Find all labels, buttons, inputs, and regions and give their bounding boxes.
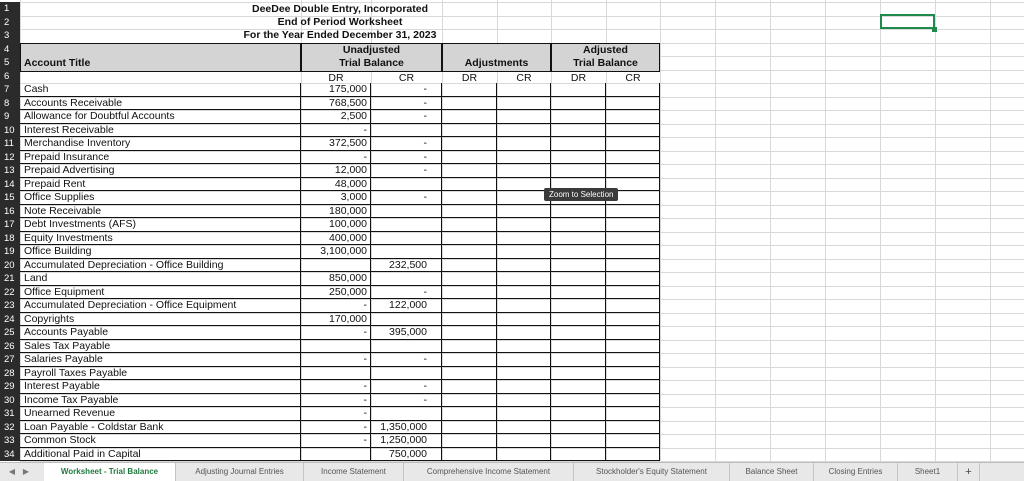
adjusted-dr-cell[interactable] bbox=[551, 205, 606, 219]
adjusted-cr-cell[interactable] bbox=[606, 245, 660, 259]
account-title-cell[interactable]: Unearned Revenue bbox=[20, 407, 301, 421]
adjustments-dr-cell[interactable] bbox=[442, 97, 497, 111]
adjusted-cr-cell[interactable] bbox=[606, 434, 660, 448]
row-number[interactable]: 32 bbox=[0, 421, 20, 435]
unadjusted-cr-cell[interactable]: 1,350,000 bbox=[371, 421, 442, 435]
row-number[interactable]: 17 bbox=[0, 218, 20, 232]
adjustments-cr-cell[interactable] bbox=[497, 313, 551, 327]
account-title-cell[interactable]: Allowance for Doubtful Accounts bbox=[20, 110, 301, 124]
account-title-cell[interactable]: Additional Paid in Capital bbox=[20, 448, 301, 462]
unadjusted-dr-cell[interactable]: 850,000 bbox=[301, 272, 371, 286]
unadjusted-cr-cell[interactable]: - bbox=[371, 286, 442, 300]
unadjusted-cr-cell[interactable]: 1,250,000 bbox=[371, 434, 442, 448]
unadjusted-dr-cell[interactable]: - bbox=[301, 434, 371, 448]
company-name: DeeDee Double Entry, Incorporated bbox=[251, 3, 428, 15]
adjusted-cr-cell[interactable] bbox=[606, 407, 660, 421]
tab-scroll-right-icon[interactable]: ▶ bbox=[22, 467, 30, 476]
row-number[interactable]: 5 bbox=[0, 56, 20, 70]
row-number[interactable]: 10 bbox=[0, 124, 20, 138]
adjustments-dr-cell[interactable] bbox=[442, 407, 497, 421]
row-number[interactable]: 4 bbox=[0, 43, 20, 57]
unadjusted-dr-cell[interactable]: 12,000 bbox=[301, 164, 371, 178]
adjustments-cr-cell[interactable] bbox=[497, 353, 551, 367]
unadjusted-dr-cell[interactable]: 175,000 bbox=[301, 83, 371, 97]
zoom-to-selection-tooltip: Zoom to Selection bbox=[544, 188, 618, 201]
unadjusted-cr-cell[interactable]: 232,500 bbox=[371, 259, 442, 273]
selected-cell[interactable] bbox=[880, 14, 935, 29]
account-title-cell[interactable]: Office Building bbox=[20, 245, 301, 259]
adjusted-cr-cell[interactable] bbox=[606, 448, 660, 462]
unadjusted-cr-cell[interactable] bbox=[371, 272, 442, 286]
sheet-tab[interactable]: Balance Sheet bbox=[730, 463, 814, 481]
adjusted-cr-cell[interactable] bbox=[606, 205, 660, 219]
gridline-vertical bbox=[715, 0, 716, 462]
account-title-cell[interactable]: Office Equipment bbox=[20, 286, 301, 300]
adjustments-cr-cell[interactable] bbox=[497, 137, 551, 151]
unadjusted-cr-cell[interactable]: - bbox=[371, 353, 442, 367]
adjustments-cr-cell[interactable] bbox=[497, 232, 551, 246]
row-number[interactable]: 7 bbox=[0, 83, 20, 97]
unadjusted-cr-cell[interactable]: - bbox=[371, 151, 442, 165]
adjusted-dr-cell[interactable] bbox=[551, 286, 606, 300]
row-number[interactable]: 31 bbox=[0, 407, 20, 421]
row-number[interactable]: 13 bbox=[0, 164, 20, 178]
sheet-tab[interactable]: Stockholder's Equity Statement bbox=[574, 463, 730, 481]
adjusted-dr-cell[interactable] bbox=[551, 394, 606, 408]
adjusted-dr-cell[interactable] bbox=[551, 367, 606, 381]
row-number[interactable]: 6 bbox=[0, 70, 20, 84]
unadjusted-cr-cell[interactable]: - bbox=[371, 137, 442, 151]
adjusted-header-line2: Trial Balance bbox=[573, 57, 638, 69]
gridline-vertical bbox=[990, 0, 991, 462]
adjusted-cr-cell[interactable] bbox=[606, 83, 660, 97]
adjusted-dr-cell[interactable] bbox=[551, 326, 606, 340]
unadjusted-dr-cell[interactable]: - bbox=[301, 326, 371, 340]
adjusted-cr-cell[interactable] bbox=[606, 380, 660, 394]
account-title-cell[interactable]: Interest Receivable bbox=[20, 124, 301, 138]
account-title-cell[interactable]: Note Receivable bbox=[20, 205, 301, 219]
sheet-tab[interactable]: Adjusting Journal Entries bbox=[176, 463, 304, 481]
adjustments-dr-cell[interactable] bbox=[442, 83, 497, 97]
report-period: For the Year Ended December 31, 2023 bbox=[243, 29, 437, 41]
adjustments-dr-cell[interactable] bbox=[442, 259, 497, 273]
gridline-horizontal bbox=[20, 2, 1024, 3]
gridline-vertical bbox=[935, 0, 936, 462]
adjustments-dr-cell[interactable] bbox=[442, 326, 497, 340]
adjusted-cr-cell[interactable] bbox=[606, 353, 660, 367]
row-number[interactable]: 34 bbox=[0, 448, 20, 462]
fill-handle[interactable] bbox=[932, 27, 937, 32]
adjusted-cr-cell[interactable] bbox=[606, 313, 660, 327]
adjusted-cr-cell[interactable] bbox=[606, 326, 660, 340]
adjusted-cr-cell[interactable] bbox=[606, 164, 660, 178]
adjustments-cr-cell[interactable] bbox=[497, 259, 551, 273]
adjustments-cr-cell[interactable] bbox=[497, 326, 551, 340]
adjustments-cr-cell[interactable] bbox=[497, 286, 551, 300]
row-number[interactable]: 21 bbox=[0, 272, 20, 286]
adjustments-dr-cell[interactable] bbox=[442, 178, 497, 192]
gridline-horizontal bbox=[20, 29, 1024, 30]
adjustments-dr-cell[interactable] bbox=[442, 191, 497, 205]
unadjusted-dr-cell[interactable]: 250,000 bbox=[301, 286, 371, 300]
unadjusted-cr-cell[interactable]: 750,000 bbox=[371, 448, 442, 462]
unadjusted-dr-cell[interactable]: 372,500 bbox=[301, 137, 371, 151]
adjusted-cr-cell[interactable] bbox=[606, 110, 660, 124]
unadjusted-dr-cell[interactable]: 180,000 bbox=[301, 205, 371, 219]
row-number[interactable]: 25 bbox=[0, 326, 20, 340]
adjusted-cr-cell[interactable] bbox=[606, 394, 660, 408]
unadjusted-dr-cell[interactable] bbox=[301, 259, 371, 273]
account-title-cell[interactable]: Copyrights bbox=[20, 313, 301, 327]
adjusted-cr-header: CR bbox=[625, 72, 641, 84]
row-number[interactable]: 9 bbox=[0, 110, 20, 124]
adjustments-dr-cell[interactable] bbox=[442, 205, 497, 219]
adjusted-cr-cell[interactable] bbox=[606, 97, 660, 111]
unadjusted-dr-cell[interactable]: 170,000 bbox=[301, 313, 371, 327]
account-title-cell[interactable]: Salaries Payable bbox=[20, 353, 301, 367]
row-number[interactable]: 2 bbox=[0, 16, 20, 30]
adjusted-dr-cell[interactable] bbox=[551, 110, 606, 124]
gridline-horizontal bbox=[20, 16, 1024, 17]
adjustments-cr-cell[interactable] bbox=[497, 83, 551, 97]
row-number[interactable]: 28 bbox=[0, 367, 20, 381]
adjustments-cr-cell[interactable] bbox=[497, 205, 551, 219]
adjustments-dr-cell[interactable] bbox=[442, 164, 497, 178]
adjusted-cr-cell[interactable] bbox=[606, 286, 660, 300]
row-number[interactable]: 29 bbox=[0, 380, 20, 394]
adjusted-dr-cell[interactable] bbox=[551, 448, 606, 462]
adjusted-cr-cell[interactable] bbox=[606, 124, 660, 138]
unadjusted-dr-cell[interactable]: - bbox=[301, 299, 371, 313]
unadjusted-dr-cell[interactable]: 3,000 bbox=[301, 191, 371, 205]
gridline-vertical bbox=[825, 0, 826, 462]
adjustments-dr-cell[interactable] bbox=[442, 394, 497, 408]
unadjusted-cr-cell[interactable] bbox=[371, 407, 442, 421]
row-number[interactable]: 15 bbox=[0, 191, 20, 205]
row-number[interactable]: 19 bbox=[0, 245, 20, 259]
adjusted-dr-cell[interactable] bbox=[551, 340, 606, 354]
unadjusted-dr-cell[interactable] bbox=[301, 367, 371, 381]
unadjusted-cr-cell[interactable] bbox=[371, 205, 442, 219]
account-title-cell[interactable]: Interest Payable bbox=[20, 380, 301, 394]
unadjusted-dr-cell[interactable]: - bbox=[301, 124, 371, 138]
unadjusted-cr-cell[interactable]: - bbox=[371, 191, 442, 205]
adjustments-cr-cell[interactable] bbox=[497, 299, 551, 313]
unadjusted-cr-cell[interactable] bbox=[371, 313, 442, 327]
adjusted-cr-cell[interactable] bbox=[606, 299, 660, 313]
adjustments-dr-cell[interactable] bbox=[442, 448, 497, 462]
adjustments-dr-cell[interactable] bbox=[442, 286, 497, 300]
adjustments-header: Adjustments bbox=[464, 57, 529, 69]
row-number[interactable]: 12 bbox=[0, 151, 20, 165]
unadjusted-dr-cell[interactable]: 3,100,000 bbox=[301, 245, 371, 259]
account-title-cell[interactable]: Accounts Payable bbox=[20, 326, 301, 340]
adjustments-dr-cell[interactable] bbox=[442, 421, 497, 435]
adjusted-cr-cell[interactable] bbox=[606, 218, 660, 232]
sheet-tab[interactable]: Comprehensive Income Statement bbox=[404, 463, 574, 481]
adjustments-cr-header: CR bbox=[516, 72, 532, 84]
adjustments-dr-cell[interactable] bbox=[442, 299, 497, 313]
unadjusted-cr-cell[interactable] bbox=[371, 245, 442, 259]
account-title-cell[interactable]: Sales Tax Payable bbox=[20, 340, 301, 354]
adjusted-dr-cell[interactable] bbox=[551, 407, 606, 421]
unadjusted-cr-cell[interactable]: - bbox=[371, 83, 442, 97]
adjusted-cr-cell[interactable] bbox=[606, 340, 660, 354]
account-title-cell[interactable]: Debt Investments (AFS) bbox=[20, 218, 301, 232]
add-sheet-button[interactable]: + bbox=[958, 463, 980, 481]
sheet-tab[interactable]: Closing Entries bbox=[814, 463, 898, 481]
unadjusted-cr-cell[interactable]: - bbox=[371, 97, 442, 111]
adjustments-dr-cell[interactable] bbox=[442, 434, 497, 448]
row-number[interactable]: 16 bbox=[0, 205, 20, 219]
adjusted-dr-cell[interactable] bbox=[551, 380, 606, 394]
unadjusted-cr-cell[interactable]: - bbox=[371, 394, 442, 408]
row-number[interactable]: 30 bbox=[0, 394, 20, 408]
adjustments-cr-cell[interactable] bbox=[497, 407, 551, 421]
account-title-cell[interactable]: Income Tax Payable bbox=[20, 394, 301, 408]
adjusted-cr-cell[interactable] bbox=[606, 259, 660, 273]
adjustments-cr-cell[interactable] bbox=[497, 394, 551, 408]
adjustments-dr-cell[interactable] bbox=[442, 137, 497, 151]
account-title-cell[interactable]: Prepaid Advertising bbox=[20, 164, 301, 178]
account-title-cell[interactable]: Accumulated Depreciation - Office Building bbox=[20, 259, 301, 273]
adjusted-dr-cell[interactable] bbox=[551, 97, 606, 111]
adjusted-dr-cell[interactable] bbox=[551, 164, 606, 178]
unadjusted-cr-cell[interactable]: - bbox=[371, 164, 442, 178]
adjusted-cr-cell[interactable] bbox=[606, 367, 660, 381]
unadjusted-cr-cell[interactable]: - bbox=[371, 110, 442, 124]
unadjusted-cr-cell[interactable]: 122,000 bbox=[371, 299, 442, 313]
adjusted-dr-header: DR bbox=[570, 72, 587, 84]
adjusted-dr-cell[interactable] bbox=[551, 272, 606, 286]
adjustments-dr-header: DR bbox=[461, 72, 478, 84]
unadjusted-header-line2: Trial Balance bbox=[339, 57, 404, 69]
adjustments-dr-cell[interactable] bbox=[442, 110, 497, 124]
adjustments-dr-cell[interactable] bbox=[442, 245, 497, 259]
row-number[interactable]: 3 bbox=[0, 29, 20, 43]
unadjusted-dr-cell[interactable]: - bbox=[301, 151, 371, 165]
account-title-cell[interactable]: Prepaid Insurance bbox=[20, 151, 301, 165]
unadjusted-header-line1: Unadjusted bbox=[342, 44, 401, 56]
account-title-cell[interactable]: Prepaid Rent bbox=[20, 178, 301, 192]
adjusted-cr-cell[interactable] bbox=[606, 137, 660, 151]
adjusted-dr-cell[interactable] bbox=[551, 232, 606, 246]
adjustments-cr-cell[interactable] bbox=[497, 380, 551, 394]
unadjusted-dr-cell[interactable]: 768,500 bbox=[301, 97, 371, 111]
account-title-cell[interactable]: Land bbox=[20, 272, 301, 286]
unadjusted-cr-header: CR bbox=[398, 72, 415, 84]
adjustments-cr-cell[interactable] bbox=[497, 97, 551, 111]
row-number[interactable]: 1 bbox=[0, 2, 20, 16]
adjusted-cr-cell[interactable] bbox=[606, 232, 660, 246]
account-title-cell[interactable]: Common Stock bbox=[20, 434, 301, 448]
unadjusted-dr-cell[interactable] bbox=[301, 340, 371, 354]
adjustments-cr-cell[interactable] bbox=[497, 218, 551, 232]
account-title-cell[interactable]: Merchandise Inventory bbox=[20, 137, 301, 151]
adjusted-dr-cell[interactable] bbox=[551, 218, 606, 232]
unadjusted-cr-cell[interactable] bbox=[371, 178, 442, 192]
adjustments-dr-cell[interactable] bbox=[442, 313, 497, 327]
unadjusted-dr-cell[interactable]: 100,000 bbox=[301, 218, 371, 232]
row-number[interactable]: 8 bbox=[0, 97, 20, 111]
account-title-cell[interactable]: Office Supplies bbox=[20, 191, 301, 205]
unadjusted-cr-cell[interactable] bbox=[371, 340, 442, 354]
unadjusted-cr-cell[interactable] bbox=[371, 218, 442, 232]
adjustments-dr-cell[interactable] bbox=[442, 272, 497, 286]
unadjusted-cr-cell[interactable] bbox=[371, 232, 442, 246]
gridline-vertical bbox=[770, 0, 771, 462]
adjusted-dr-cell[interactable] bbox=[551, 137, 606, 151]
row-number[interactable]: 18 bbox=[0, 232, 20, 246]
account-title-cell[interactable]: Accounts Receivable bbox=[20, 97, 301, 111]
row-number[interactable]: 27 bbox=[0, 353, 20, 367]
adjustments-cr-cell[interactable] bbox=[497, 124, 551, 138]
row-number[interactable]: 26 bbox=[0, 340, 20, 354]
adjustments-dr-cell[interactable] bbox=[442, 353, 497, 367]
row-number[interactable]: 33 bbox=[0, 434, 20, 448]
adjusted-dr-cell[interactable] bbox=[551, 151, 606, 165]
adjustments-cr-cell[interactable] bbox=[497, 110, 551, 124]
unadjusted-dr-cell[interactable] bbox=[301, 448, 371, 462]
adjustments-cr-cell[interactable] bbox=[497, 245, 551, 259]
account-title-cell[interactable]: Accumulated Depreciation - Office Equipment bbox=[20, 299, 301, 313]
row-number[interactable]: 11 bbox=[0, 137, 20, 151]
adjusted-dr-cell[interactable] bbox=[551, 83, 606, 97]
unadjusted-dr-cell[interactable]: - bbox=[301, 394, 371, 408]
adjustments-dr-cell[interactable] bbox=[442, 380, 497, 394]
adjustments-cr-cell[interactable] bbox=[497, 340, 551, 354]
gridline-vertical bbox=[880, 0, 881, 462]
adjusted-header-line1: Adjusted bbox=[583, 44, 628, 56]
adjustments-dr-cell[interactable] bbox=[442, 232, 497, 246]
adjusted-cr-cell[interactable] bbox=[606, 421, 660, 435]
unadjusted-dr-cell[interactable]: 2,500 bbox=[301, 110, 371, 124]
adjustments-cr-cell[interactable] bbox=[497, 434, 551, 448]
unadjusted-dr-cell[interactable]: - bbox=[301, 421, 371, 435]
sheet-tab[interactable]: Worksheet - Trial Balance bbox=[44, 463, 176, 481]
row-number[interactable]: 23 bbox=[0, 299, 20, 313]
report-name: End of Period Worksheet bbox=[277, 16, 403, 28]
adjustments-dr-cell[interactable] bbox=[442, 218, 497, 232]
unadjusted-cr-cell[interactable]: - bbox=[371, 380, 442, 394]
account-title-cell[interactable]: Loan Payable - Coldstar Bank bbox=[20, 421, 301, 435]
adjusted-dr-cell[interactable] bbox=[551, 245, 606, 259]
account-title-cell[interactable]: Payroll Taxes Payable bbox=[20, 367, 301, 381]
adjustments-cr-cell[interactable] bbox=[497, 164, 551, 178]
adjustments-cr-cell[interactable] bbox=[497, 448, 551, 462]
adjustments-dr-cell[interactable] bbox=[442, 151, 497, 165]
adjusted-dr-cell[interactable] bbox=[551, 353, 606, 367]
unadjusted-cr-cell[interactable]: 395,000 bbox=[371, 326, 442, 340]
adjustments-dr-cell[interactable] bbox=[442, 124, 497, 138]
unadjusted-cr-cell[interactable] bbox=[371, 367, 442, 381]
sheet-tab[interactable]: Income Statement bbox=[304, 463, 404, 481]
adjustments-cr-cell[interactable] bbox=[497, 191, 551, 205]
account-title-cell[interactable]: Cash bbox=[20, 83, 301, 97]
adjusted-dr-cell[interactable] bbox=[551, 124, 606, 138]
unadjusted-dr-header: DR bbox=[328, 72, 344, 84]
unadjusted-cr-cell[interactable] bbox=[371, 124, 442, 138]
adjustments-dr-cell[interactable] bbox=[442, 340, 497, 354]
adjusted-cr-cell[interactable] bbox=[606, 151, 660, 165]
adjustments-cr-cell[interactable] bbox=[497, 272, 551, 286]
row-number[interactable]: 22 bbox=[0, 286, 20, 300]
adjustments-dr-cell[interactable] bbox=[442, 367, 497, 381]
unadjusted-dr-cell[interactable]: - bbox=[301, 353, 371, 367]
adjusted-dr-cell[interactable] bbox=[551, 259, 606, 273]
unadjusted-dr-cell[interactable]: - bbox=[301, 407, 371, 421]
sheet-tab[interactable]: Sheet1 bbox=[898, 463, 958, 481]
tab-scroll-left-icon[interactable]: ◀ bbox=[8, 467, 16, 476]
adjustments-cr-cell[interactable] bbox=[497, 178, 551, 192]
sheet-tab-bar bbox=[0, 462, 1024, 481]
gridline-vertical bbox=[660, 0, 661, 462]
adjustments-cr-cell[interactable] bbox=[497, 421, 551, 435]
adjusted-dr-cell[interactable] bbox=[551, 299, 606, 313]
unadjusted-dr-cell[interactable]: - bbox=[301, 380, 371, 394]
adjustments-cr-cell[interactable] bbox=[497, 367, 551, 381]
adjusted-dr-cell[interactable] bbox=[551, 421, 606, 435]
unadjusted-dr-cell[interactable]: 400,000 bbox=[301, 232, 371, 246]
row-number[interactable]: 14 bbox=[0, 178, 20, 192]
adjusted-dr-cell[interactable] bbox=[551, 434, 606, 448]
unadjusted-dr-cell[interactable]: 48,000 bbox=[301, 178, 371, 192]
account-title-cell[interactable]: Equity Investments bbox=[20, 232, 301, 246]
adjusted-cr-cell[interactable] bbox=[606, 272, 660, 286]
account-title-header: Account Title bbox=[24, 57, 91, 69]
adjustments-cr-cell[interactable] bbox=[497, 151, 551, 165]
row-number[interactable]: 24 bbox=[0, 313, 20, 327]
row-number[interactable]: 20 bbox=[0, 259, 20, 273]
adjusted-dr-cell[interactable] bbox=[551, 313, 606, 327]
